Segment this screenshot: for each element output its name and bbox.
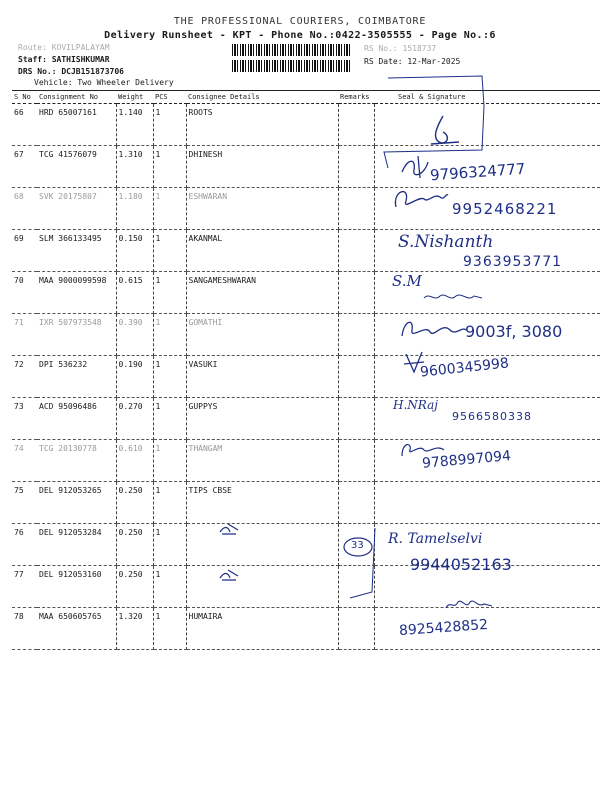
cell-weight: 1.180 [116, 188, 153, 230]
drs-number: DRS No.: DCJB151873706 [18, 67, 124, 76]
cell-cno: DEL 912053284 [37, 524, 116, 566]
cell-name: GUPPYS [186, 398, 338, 440]
cell-pcs: 1 [153, 356, 186, 398]
name-69: S.Nishanth [398, 232, 494, 252]
staff-label: Staff: SATHISHKUMAR [18, 55, 110, 64]
phone-73: 9566580338 [452, 410, 532, 423]
cell-weight: 0.150 [116, 230, 153, 272]
cell-weight: 0.250 [116, 566, 153, 608]
cell-weight: 1.140 [116, 104, 153, 146]
cell-weight: 1.310 [116, 146, 153, 188]
cell-sno: 70 [12, 272, 37, 314]
cell-name: THANGAM [186, 440, 338, 482]
cell-sno: 68 [12, 188, 37, 230]
cell-sno: 66 [12, 104, 37, 146]
cell-weight: 0.190 [116, 356, 153, 398]
rs-number: RS No.: 1518737 [364, 44, 437, 53]
cell-cno: ACD 95096486 [37, 398, 116, 440]
cell-pcs: 1 [153, 524, 186, 566]
cell-name: HUMAIRA [186, 608, 338, 650]
cell-cno: MAA 650605765 [37, 608, 116, 650]
cell-sno: 75 [12, 482, 37, 524]
col-weight: Weight [116, 91, 153, 104]
phone-67: 9796324777 [429, 159, 526, 185]
phone-77: 9944052163 [410, 555, 512, 574]
col-sno: S No [12, 91, 37, 104]
cell-weight: 0.270 [116, 398, 153, 440]
cell-name: ROOTS [186, 104, 338, 146]
cell-cno: IXR 507973548 [37, 314, 116, 356]
cell-sno: 71 [12, 314, 37, 356]
cell-cno: DEL 912053265 [37, 482, 116, 524]
cell-cno: DPI 536232 [37, 356, 116, 398]
cell-pcs: 1 [153, 104, 186, 146]
cell-pcs: 1 [153, 230, 186, 272]
col-consignee: Consignee Details [186, 91, 338, 104]
cell-cno: MAA 9000099598 [37, 272, 116, 314]
cell-name: ESHWARAN [186, 188, 338, 230]
cell-pcs: 1 [153, 146, 186, 188]
cell-sno: 72 [12, 356, 37, 398]
cell-name: DHINESH [186, 146, 338, 188]
cell-sno: 76 [12, 524, 37, 566]
cell-pcs: 1 [153, 188, 186, 230]
cell-name: TIPS CBSE [186, 482, 338, 524]
cell-cno: SLM 366133495 [37, 230, 116, 272]
company-name: THE PROFESSIONAL COURIERS, COIMBATORE [173, 16, 427, 27]
note-71: 9003f, 3080 [465, 322, 563, 341]
name-73: H.NRaj [393, 398, 438, 412]
cell-pcs: 1 [153, 608, 186, 650]
cell-sno: 77 [12, 566, 37, 608]
col-consignment: Consignment No [37, 91, 116, 104]
phone-68: 9952468221 [452, 200, 558, 218]
cell-sno: 73 [12, 398, 37, 440]
cell-weight: 0.250 [116, 524, 153, 566]
cell-cno: HRD 65007161 [37, 104, 116, 146]
cell-cno: TCG 41576079 [37, 146, 116, 188]
cell-name: GOMATHI [186, 314, 338, 356]
rs-date: RS Date: 12-Mar-2025 [364, 57, 461, 66]
cell-name: AKANMAL [186, 230, 338, 272]
cell-pcs: 1 [153, 482, 186, 524]
phone-69: 9363953771 [463, 254, 563, 270]
cell-name: SANGAMESHWARAN [186, 272, 338, 314]
vehicle-label: Vehicle: Two Wheeler Delivery [34, 78, 174, 87]
cell-cno: DEL 912053160 [37, 566, 116, 608]
circled-number-76-text: 33 [351, 540, 364, 551]
cell-name: VASUKI [186, 356, 338, 398]
col-signature: Seal & Signature [374, 91, 600, 104]
cell-weight: 0.610 [116, 440, 153, 482]
phone-72: 9600345998 [419, 355, 510, 381]
cell-cno: SVK 20175807 [37, 188, 116, 230]
cell-sno: 78 [12, 608, 37, 650]
route-label: Route: KOVILPALAYAM [18, 43, 110, 52]
cell-pcs: 1 [153, 398, 186, 440]
cell-pcs: 1 [153, 272, 186, 314]
cell-pcs: 1 [153, 314, 186, 356]
cell-weight: 0.390 [116, 314, 153, 356]
cell-pcs: 1 [153, 440, 186, 482]
col-pcs: PCS [153, 91, 186, 104]
cell-cno: TCG 20130778 [37, 440, 116, 482]
cell-weight: 0.615 [116, 272, 153, 314]
phone-74: 9788997094 [421, 448, 512, 472]
cell-sno: 67 [12, 146, 37, 188]
runsheet-title: Delivery Runsheet - KPT - Phone No.:0422-3505555 - Page No.:6 [104, 30, 496, 41]
cell-weight: 1.320 [116, 608, 153, 650]
phone-78: 8925428852 [398, 616, 489, 640]
cell-pcs: 1 [153, 566, 186, 608]
cell-weight: 0.250 [116, 482, 153, 524]
col-remarks: Remarks [338, 91, 374, 104]
name-76: R. Tamelselvi [388, 531, 483, 547]
cell-sno: 74 [12, 440, 37, 482]
cell-sno: 69 [12, 230, 37, 272]
name-70: S.M [392, 272, 422, 290]
